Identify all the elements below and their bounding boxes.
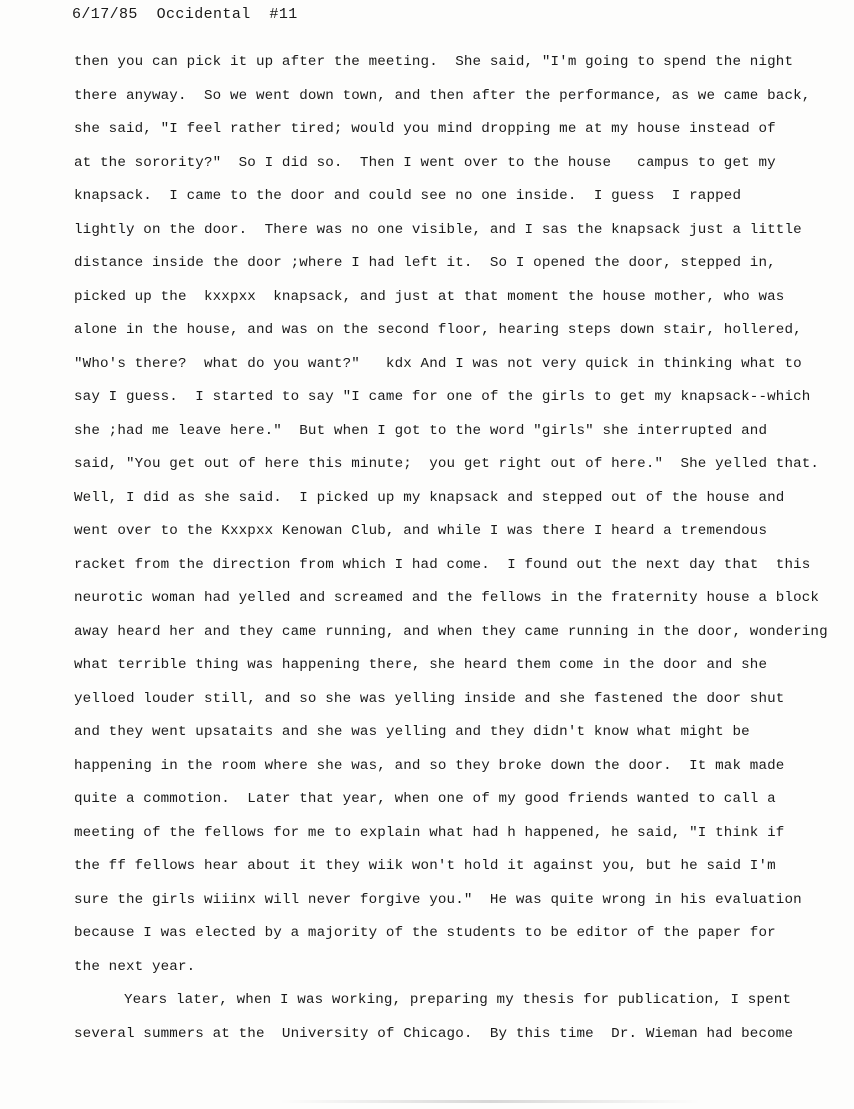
text-line: the next year. xyxy=(74,958,196,975)
text-line: happening in the room where she was, and so they broke down the door. It mak made xyxy=(74,757,785,774)
text-line: away heard her and they came running, and when they came running in the door, wondering xyxy=(74,623,828,640)
text-line: lightly on the door. There was no one visible, and I sas the knapsack just a little xyxy=(74,221,802,238)
text-line: several summers at the University of Chicago. By this time Dr. Wieman had become xyxy=(74,1025,794,1042)
page-header: 6/17/85 Occidental #11 xyxy=(72,6,298,23)
text-line: alone in the house, and was on the second floor, hearing steps down stair, hollered, xyxy=(74,322,802,338)
text-line: Well, I did as she said. I picked up my knapsack and stepped out of the house and xyxy=(74,489,785,506)
text-line: picked up the kxxpxx knapsack, and just at that moment the house mother, who was xyxy=(74,288,785,305)
text-line: yelloed louder still, and so she was yelling inside and she fastened the door shut xyxy=(74,690,785,707)
text-line: at the sorority?" So I did so. Then I went over to the house campus to get my xyxy=(74,154,776,171)
text-line: and they went upsataits and she was yelling and they didn't know what might be xyxy=(74,724,750,740)
text-line: neurotic woman had yelled and screamed and the fellows in the fraternity house a block xyxy=(74,590,820,606)
text-line: say I guess. I started to say "I came for one of the girls to get my knapsack--which xyxy=(74,389,811,405)
text-line: meeting of the fellows for me to explain what had h happened, he said, "I think if xyxy=(74,824,785,841)
paragraph-start-line: Years later, when I was working, preparing my thesis for publication, I spent xyxy=(124,992,792,1008)
text-line: distance inside the door ;where I had left it. So I opened the door, stepped in, xyxy=(74,255,776,271)
text-line: then you can pick it up after the meeting. She said, "I'm going to spend the night xyxy=(74,54,794,70)
text-line: said, "You get out of here this minute; you get right out of here." She yelled that. xyxy=(74,456,820,472)
text-line: sure the girls wiiinx will never forgive you." He was quite wrong in his evaluation xyxy=(74,891,802,908)
text-line: what terrible thing was happening there, she heard them come in the door and she xyxy=(74,657,768,673)
text-line: she said, "I feel rather tired; would you mind dropping me at my house instead of xyxy=(74,121,776,137)
text-line: "Who's there? what do you want?" kdx And I was not very quick in thinking what to xyxy=(74,355,802,372)
text-line: went over to the Kxxpxx Kenowan Club, and while I was there I heard a tremendous xyxy=(74,523,768,539)
text-line: racket from the direction from which I had come. I found out the next day that this xyxy=(74,556,811,573)
text-line: quite a commotion. Later that year, when one of my good friends wanted to call a xyxy=(74,791,776,807)
text-line: she ;had me leave here." But when I got to the word "girls" she interrupted and xyxy=(74,422,768,439)
scan-edge-shadow xyxy=(280,1100,700,1103)
text-line: knapsack. I came to the door and could see no one inside. I guess I rapped xyxy=(74,188,742,204)
text-line: the ff fellows hear about it they wiik won't hold it against you, but he said I'm xyxy=(74,858,776,874)
text-line: there anyway. So we went down town, and then after the performance, as we came back, xyxy=(74,87,811,104)
document-body xyxy=(74,52,844,1057)
text-line: because I was elected by a majority of the students to be editor of the paper for xyxy=(74,925,776,941)
